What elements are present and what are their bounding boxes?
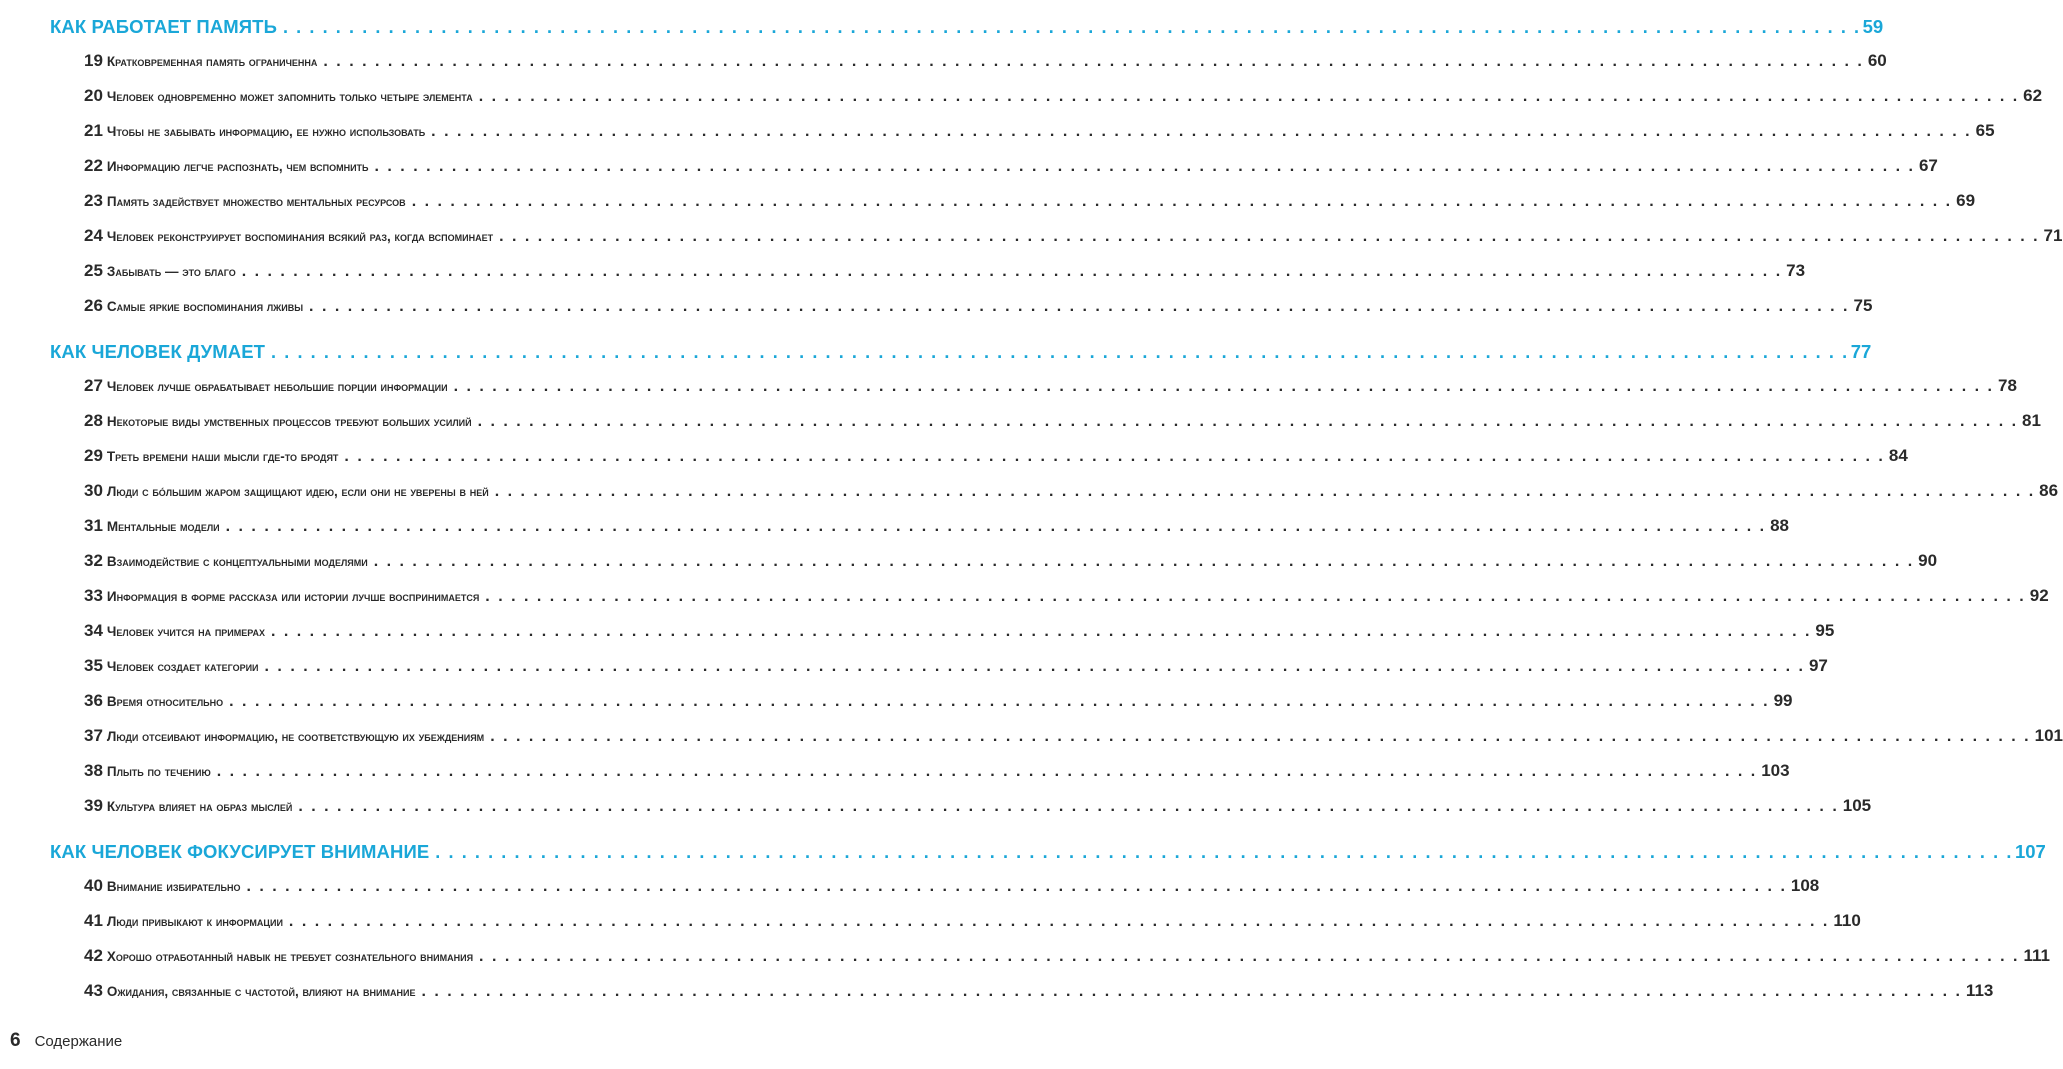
footer-page-number: 6 xyxy=(10,1030,21,1051)
toc-entry-title: Самые яркие воспоминания лживы xyxy=(106,299,304,314)
toc-entry-title: Культура влияет на образ мыслей xyxy=(106,799,293,814)
toc-section-title: КАК ЧЕЛОВЕК ДУМАЕТ xyxy=(50,341,266,362)
toc-entry-page: 84 xyxy=(1888,446,1908,465)
dot-leader: . . . . . . . . . . . . . . . . . . . . . . . . . . . . . . . . . . . . . . . . . . . . . . . . . . . . . . . . . . . . . . . . . . . . . . . . . . . . . . . . . . . . . . . . . . . . . . . . . . . . . . . . . . . . . . . . . . . . . . . . xyxy=(323,53,1864,70)
footer-label: Содержание xyxy=(34,1033,123,1050)
toc-entry-number: 41 xyxy=(84,911,103,930)
toc-entry-page: 60 xyxy=(1867,51,1887,70)
dot-leader: . . . . . . . . . . . . . . . . . . . . . . . . . . . . . . . . . . . . . . . . . . . . . . . . . . . . . . . . . . . . . . . . . . . . . . . . . . . . . . . . . . . . . . . . . . . . . . . . . . . . . . . . . . . . . . . . . . . . . . . . xyxy=(229,693,1770,710)
dot-leader: . . . . . . . . . . . . . . . . . . . . . . . . . . . . . . . . . . . . . . . . . . . . . . . . . . . . . . . . . . . . . . . . . . . . . . . . . . . . . . . . . . . . . . . . . . . . . . . . . . . . . . . . . . . . . . . . . . . . . . . . xyxy=(298,798,1839,815)
toc-entry-page: 95 xyxy=(1815,621,1835,640)
toc-entry-page: 110 xyxy=(1833,911,1861,930)
toc-entry xyxy=(0,911,1861,935)
toc-entry xyxy=(0,726,2063,750)
dot-leader: . . . . . . . . . . . . . . . . . . . . . . . . . . . . . . . . . . . . . . . . . . . . . . . . . . . . . . . . . . . . . . . . . . . . . . . . . . . . . . . . . . . . . . . . . . . . . . . . . . . . . . . . . . . . . . . . . . . . . . . . xyxy=(241,263,1783,280)
toc-entry-number: 25 xyxy=(84,261,103,280)
toc-entry-number: 38 xyxy=(84,761,103,780)
dot-leader: . . . . . . . . . . . . . . . . . . . . . . . . . . . . . . . . . . . . . . . . . . . . . . . . . . . . . . . . . . . . . . . . . . . . . . . . . . . . . . . . . . . . . . . . . . . . . . . . . . . . . . . . . . . . . . . . . . . . . . . . xyxy=(309,298,1850,315)
toc-entry-number: 31 xyxy=(84,516,103,535)
toc-entry-number: 34 xyxy=(84,621,103,640)
dot-leader: . . . . . . . . . . . . . . . . . . . . . . . . . . . . . . . . . . . . . . . . . . . . . . . . . . . . . . . . . . . . . . . . . . . . . . . . . . . . . . . . . . . . . . . . . . . . . . . . . . . . . . . . . . . . . . . . . . . . . . . . xyxy=(225,518,1767,535)
toc-entry xyxy=(0,296,1873,320)
toc-entry-title: Люди отсеивают информацию, не соответствующую их убеждениям xyxy=(106,729,485,744)
toc-entry-title: Люди с бóльшим жаром защищают идею, если они не уверены в ней xyxy=(106,484,489,499)
toc-entry-title: Память задействует множество ментальных ресурсов xyxy=(106,194,406,209)
toc-section-page: 59 xyxy=(1862,16,1884,37)
toc-entry-page: 81 xyxy=(2022,411,2041,430)
toc-entry-title: Человек создает категории xyxy=(106,659,259,674)
toc-entry xyxy=(0,981,1994,1005)
dot-leader: . . . . . . . . . . . . . . . . . . . . . . . . . . . . . . . . . . . . . . . . . . . . . . . . . . . . . . . . . . . . . . . . . . . . . . . . . . . . . . . . . . . . . . . . . . . . . . . . . . . . . . . . . . . . . . . . . . . . . . . . xyxy=(499,228,2040,245)
dot-leader: . . . . . . . . . . . . . . . . . . . . . . . . . . . . . . . . . . . . . . . . . . . . . . . . . . . . . . . . . . . . . . . . . . . . . . . . . . . . . . . . . . . . . . . . . . . . . . . . . . . . . . . . . . . . . . . . . . . . . . . . xyxy=(421,983,1962,1000)
toc-entry-number: 26 xyxy=(84,296,103,315)
toc-entry-title: Ментальные модели xyxy=(106,519,220,534)
toc-entry-title: Некоторые виды умственных процессов требуют больших усилий xyxy=(106,414,472,429)
toc-entry xyxy=(0,191,1976,215)
toc-entry-number: 40 xyxy=(84,876,103,895)
dot-leader: . . . . . . . . . . . . . . . . . . . . . . . . . . . . . . . . . . . . . . . . . . . . . . . . . . . . . . . . . . . . . . . . . . . . . . . . . . . . . . . . . . . . . . . . . . . . . . . . . . . . . . . . . . . . . . . . . . . . . . . . xyxy=(411,193,1953,210)
dot-leader: . . . . . . . . . . . . . . . . . . . . . . . . . . . . . . . . . . . . . . . . . . . . . . . . . . . . . . . . . . . . . . . . . . . . . . . . . . . . . . . . . . . . . . . . . . . . . . . . . . . . . . . . . . . . . . . . . . . . . . . . xyxy=(477,413,2019,430)
toc-section-title: КАК ЧЕЛОВЕК ФОКУСИРУЕТ ВНИМАНИЕ xyxy=(50,841,430,862)
toc-entry-title: Забывать — это благо xyxy=(106,264,236,279)
toc-entry-number: 23 xyxy=(84,191,103,210)
toc-entry-title: Информация в форме рассказа или истории лучше воспринимается xyxy=(106,589,480,604)
toc-entry xyxy=(0,691,1793,715)
toc-entry-number: 22 xyxy=(84,156,103,175)
toc-entry-number: 30 xyxy=(84,481,103,500)
toc-entry xyxy=(0,411,2041,435)
toc-entry-page: 101 xyxy=(2034,726,2063,745)
toc-entry-title: Кратковременная память ограниченна xyxy=(106,54,318,69)
dot-leader: . . . . . . . . . . . . . . . . . . . . . . . . . . . . . . . . . . . . . . . . . . . . . . . . . . . . . . . . . . . . . . . . . . . . . . . . . . . . . . . . . . . . . . . . . . . . . . . . . . . . . . . . . . . . . . . . . . . . . . . . xyxy=(373,553,1915,570)
toc-entry-number: 27 xyxy=(84,376,103,395)
toc-entry-number: 42 xyxy=(84,946,103,965)
dot-leader: . . . . . . . . . . . . . . . . . . . . . . . . . . . . . . . . . . . . . . . . . . . . . . . . . . . . . . . . . . . . . . . . . . . . . . . . . . . . . . . . . . . . . . . . . . . . . . . . . . . . . . . . . . . . . . . . . . . . . . . . xyxy=(264,658,1805,675)
toc-entry-title: Внимание избирательно xyxy=(106,879,241,894)
dot-leader: . . . . . . . . . . . . . . . . . . . . . . . . . . . . . . . . . . . . . . . . . . . . . . . . . . . . . . . . . . . . . . . . . . . . . . . . . . . . . . . . . . . . . . . . . . . . . . . . . . . . . . . . . . . . . . . . . . . . . . . . xyxy=(485,588,2026,605)
toc-section xyxy=(0,841,2046,865)
dot-leader: . . . . . . . . . . . . . . . . . . . . . . . . . . . . . . . . . . . . . . . . . . . . . . . . . . . . . . . . . . . . . . . . . . . . . . . . . . . . . . . . . . . . . . . . . . . . . . . . . . . . . . . . . . . . . . . . . . . . . . . . xyxy=(494,483,2036,500)
toc-section-page: 77 xyxy=(1850,341,1872,362)
toc-entry-page: 105 xyxy=(1842,796,1872,815)
toc-entry-number: 36 xyxy=(84,691,103,710)
toc-entry-page: 90 xyxy=(1918,551,1938,570)
toc-entry xyxy=(0,946,2050,970)
toc-entry-page: 62 xyxy=(2023,86,2043,105)
toc-entry-title: Плыть по течению xyxy=(106,764,211,779)
dot-leader: . . . . . . . . . . . . . . . . . . . . . . . . . . . . . . . . . . . . . . . . . . . . . . . . . . . . . . . . . . . . . . . . . . . . . . . . . . . . . . . . . . . . . . . . . . . . . . . . . . . . . . . . . . . . . . . . . . . . . . . . xyxy=(270,623,1812,640)
dot-leader: . . . . . . . . . . . . . . . . . . . . . . . . . . . . . . . . . . . . . . . . . . . . . . . . . . . . . . . . . . . . . . . . . . . . . . . . . . . . . . . . . . . . . . . . . . . . . . . . . . . . . . . . . . . . . . . . . . . . . . . . xyxy=(431,123,1972,140)
toc-entry-title: Ожидания, связанные с частотой, влияют на внимание xyxy=(106,984,416,999)
toc-entry xyxy=(0,516,1789,540)
toc-entry xyxy=(0,621,1835,645)
toc-entry-page: 108 xyxy=(1790,876,1820,895)
dot-leader: . . . . . . . . . . . . . . . . . . . . . . . . . . . . . . . . . . . . . . . . . . . . . . . . . . . . . . . . . . . . . . . . . . . . . . . . . . . . . . . . . . . . . . . . . . . . . . . . . . . . . . . . . . . . . . . . . . . . . . . . xyxy=(344,448,1885,465)
toc-entry-page: 103 xyxy=(1761,761,1790,780)
dot-leader: . . . . . . . . . . . . . . . . . . . . . . . . . . . . . . . . . . . . . . . . . . . . . . . . . . . . . . . . . . . . . . . . . . . . . . . . . . . . . . . . . . . . . . . . . . . . . . . . . . . . . . . . . . . . . . . . . . . . . . . . xyxy=(271,342,1849,362)
toc-entry-page: 88 xyxy=(1770,516,1789,535)
toc-entry-number: 24 xyxy=(84,226,103,245)
toc-entry xyxy=(0,586,2049,610)
toc-entry-title: Человек одновременно может запомнить только четыре элемента xyxy=(106,89,473,104)
dot-leader: . . . . . . . . . . . . . . . . . . . . . . . . . . . . . . . . . . . . . . . . . . . . . . . . . . . . . . . . . . . . . . . . . . . . . . . . . . . . . . . . . . . . . . . . . . . . . . . . . . . . . . . . . . . . . . . . . . . . . . . . xyxy=(288,913,1830,930)
dot-leader: . . . . . . . . . . . . . . . . . . . . . . . . . . . . . . . . . . . . . . . . . . . . . . . . . . . . . . . . . . . . . . . . . . . . . . . . . . . . . . . . . . . . . . . . . . . . . . . . . . . . . . . . . . . . . . . . . . . . . . . . xyxy=(478,88,2020,105)
toc-entry-number: 37 xyxy=(84,726,103,745)
toc-entry-page: 73 xyxy=(1786,261,1806,280)
toc-entry xyxy=(0,481,2059,505)
toc-entry-page: 78 xyxy=(1998,376,2017,395)
dot-leader: . . . . . . . . . . . . . . . . . . . . . . . . . . . . . . . . . . . . . . . . . . . . . . . . . . . . . . . . . . . . . . . . . . . . . . . . . . . . . . . . . . . . . . . . . . . . . . . . . . . . . . . . . . . . . . . . . . . . . . . . xyxy=(479,948,2020,965)
dot-leader: . . . . . . . . . . . . . . . . . . . . . . . . . . . . . . . . . . . . . . . . . . . . . . . . . . . . . . . . . . . . . . . . . . . . . . . . . . . . . . . . . . . . . . . . . . . . . . . . . . . . . . . . . . . . . . . . . . . . . . . . xyxy=(216,763,1758,780)
toc-entry xyxy=(0,156,1938,180)
toc-entry-title: Чтобы не забывать информацию, ее нужно использовать xyxy=(106,124,426,139)
toc-entry-page: 92 xyxy=(2029,586,2049,605)
toc-entry-page: 111 xyxy=(2023,946,2050,965)
toc-entry-number: 33 xyxy=(84,586,103,605)
toc-entry-page: 71 xyxy=(2043,226,2063,245)
toc-entry-number: 28 xyxy=(84,411,103,430)
toc-entry xyxy=(0,656,1828,680)
toc-entry-page: 99 xyxy=(1773,691,1793,710)
toc-entry-title: Люди привыкают к информации xyxy=(106,914,283,929)
toc-entry-page: 67 xyxy=(1918,156,1938,175)
toc-entry-title: Человек лучше обрабатывает небольшие порции информации xyxy=(106,379,448,394)
toc-entry xyxy=(0,446,1908,470)
toc-entry-number: 20 xyxy=(84,86,103,105)
toc-section-page: 107 xyxy=(2014,841,2046,862)
dot-leader: . . . . . . . . . . . . . . . . . . . . . . . . . . . . . . . . . . . . . . . . . . . . . . . . . . . . . . . . . . . . . . . . . . . . . . . . . . . . . . . . . . . . . . . . . . . . . . . . . . . . . . . . . . . . . . . . . . . . . . . . xyxy=(246,878,1787,895)
toc-entry-page: 86 xyxy=(2039,481,2059,500)
toc-entry xyxy=(0,796,1872,820)
toc-entry-title: Информацию легче распознать, чем вспомнить xyxy=(106,159,369,174)
toc-entry-title: Человек реконструирует воспоминания всякий раз, когда вспоминает xyxy=(106,229,494,244)
toc-section xyxy=(0,341,1872,365)
toc-entry-number: 43 xyxy=(84,981,103,1000)
toc-entry xyxy=(0,261,1806,285)
toc-entry-title: Треть времени наши мысли где-то бродят xyxy=(106,449,339,464)
toc-entry xyxy=(0,51,1887,75)
toc-entry-page: 113 xyxy=(1965,981,1994,1000)
dot-leader: . . . . . . . . . . . . . . . . . . . . . . . . . . . . . . . . . . . . . . . . . . . . . . . . . . . . . . . . . . . . . . . . . . . . . . . . . . . . . . . . . . . . . . . . . . . . . . . . . . . . . . . . . . . . . . . . . . . . . . . . xyxy=(490,728,2031,745)
toc-entry-page: 97 xyxy=(1808,656,1828,675)
toc-entry-title: Хорошо отработанный навык не требует сознательного внимания xyxy=(106,949,474,964)
page-footer xyxy=(10,1030,122,1056)
toc-entry xyxy=(0,86,2043,110)
toc-entry xyxy=(0,876,1820,900)
toc-entry-title: Взаимодействие с концептуальными моделями xyxy=(106,554,368,569)
toc-section xyxy=(0,16,1884,40)
toc-entry-number: 35 xyxy=(84,656,103,675)
toc-entry-number: 19 xyxy=(84,51,103,70)
toc-entry-page: 69 xyxy=(1956,191,1976,210)
toc-entry-number: 21 xyxy=(84,121,103,140)
toc-entry xyxy=(0,551,1938,575)
toc-entry-number: 32 xyxy=(84,551,103,570)
toc-entry-title: Время относительно xyxy=(106,694,224,709)
toc-entry-number: 29 xyxy=(84,446,103,465)
dot-leader: . . . . . . . . . . . . . . . . . . . . . . . . . . . . . . . . . . . . . . . . . . . . . . . . . . . . . . . . . . . . . . . . . . . . . . . . . . . . . . . . . . . . . . . . . . . . . . . . . . . . . . . . . . . . . . . . . . . . . . . . xyxy=(453,378,1994,395)
toc-section-title: КАК РАБОТАЕТ ПАМЯТЬ xyxy=(50,16,277,37)
toc-entry xyxy=(0,226,2063,250)
toc-entry xyxy=(0,376,2017,400)
toc-entry-page: 75 xyxy=(1853,296,1873,315)
dot-leader: . . . . . . . . . . . . . . . . . . . . . . . . . . . . . . . . . . . . . . . . . . . . . . . . . . . . . . . . . . . . . . . . . . . . . . . . . . . . . . . . . . . . . . . . . . . . . . . . . . . . . . . . . . . . . . . . . . . . . . . . xyxy=(282,17,1861,37)
toc-entry xyxy=(0,761,1790,785)
toc-entry-title: Человек учится на примерах xyxy=(106,624,265,639)
dot-leader: . . . . . . . . . . . . . . . . . . . . . . . . . . . . . . . . . . . . . . . . . . . . . . . . . . . . . . . . . . . . . . . . . . . . . . . . . . . . . . . . . . . . . . . . . . . . . . . . . . . . . . . . . . . . . . . . . . . . . . . . xyxy=(435,842,2013,862)
toc-entry-number: 39 xyxy=(84,796,103,815)
toc-entry-page: 65 xyxy=(1975,121,1995,140)
dot-leader: . . . . . . . . . . . . . . . . . . . . . . . . . . . . . . . . . . . . . . . . . . . . . . . . . . . . . . . . . . . . . . . . . . . . . . . . . . . . . . . . . . . . . . . . . . . . . . . . . . . . . . . . . . . . . . . . . . . . . . . . xyxy=(374,158,1915,175)
toc-entry xyxy=(0,121,1995,145)
